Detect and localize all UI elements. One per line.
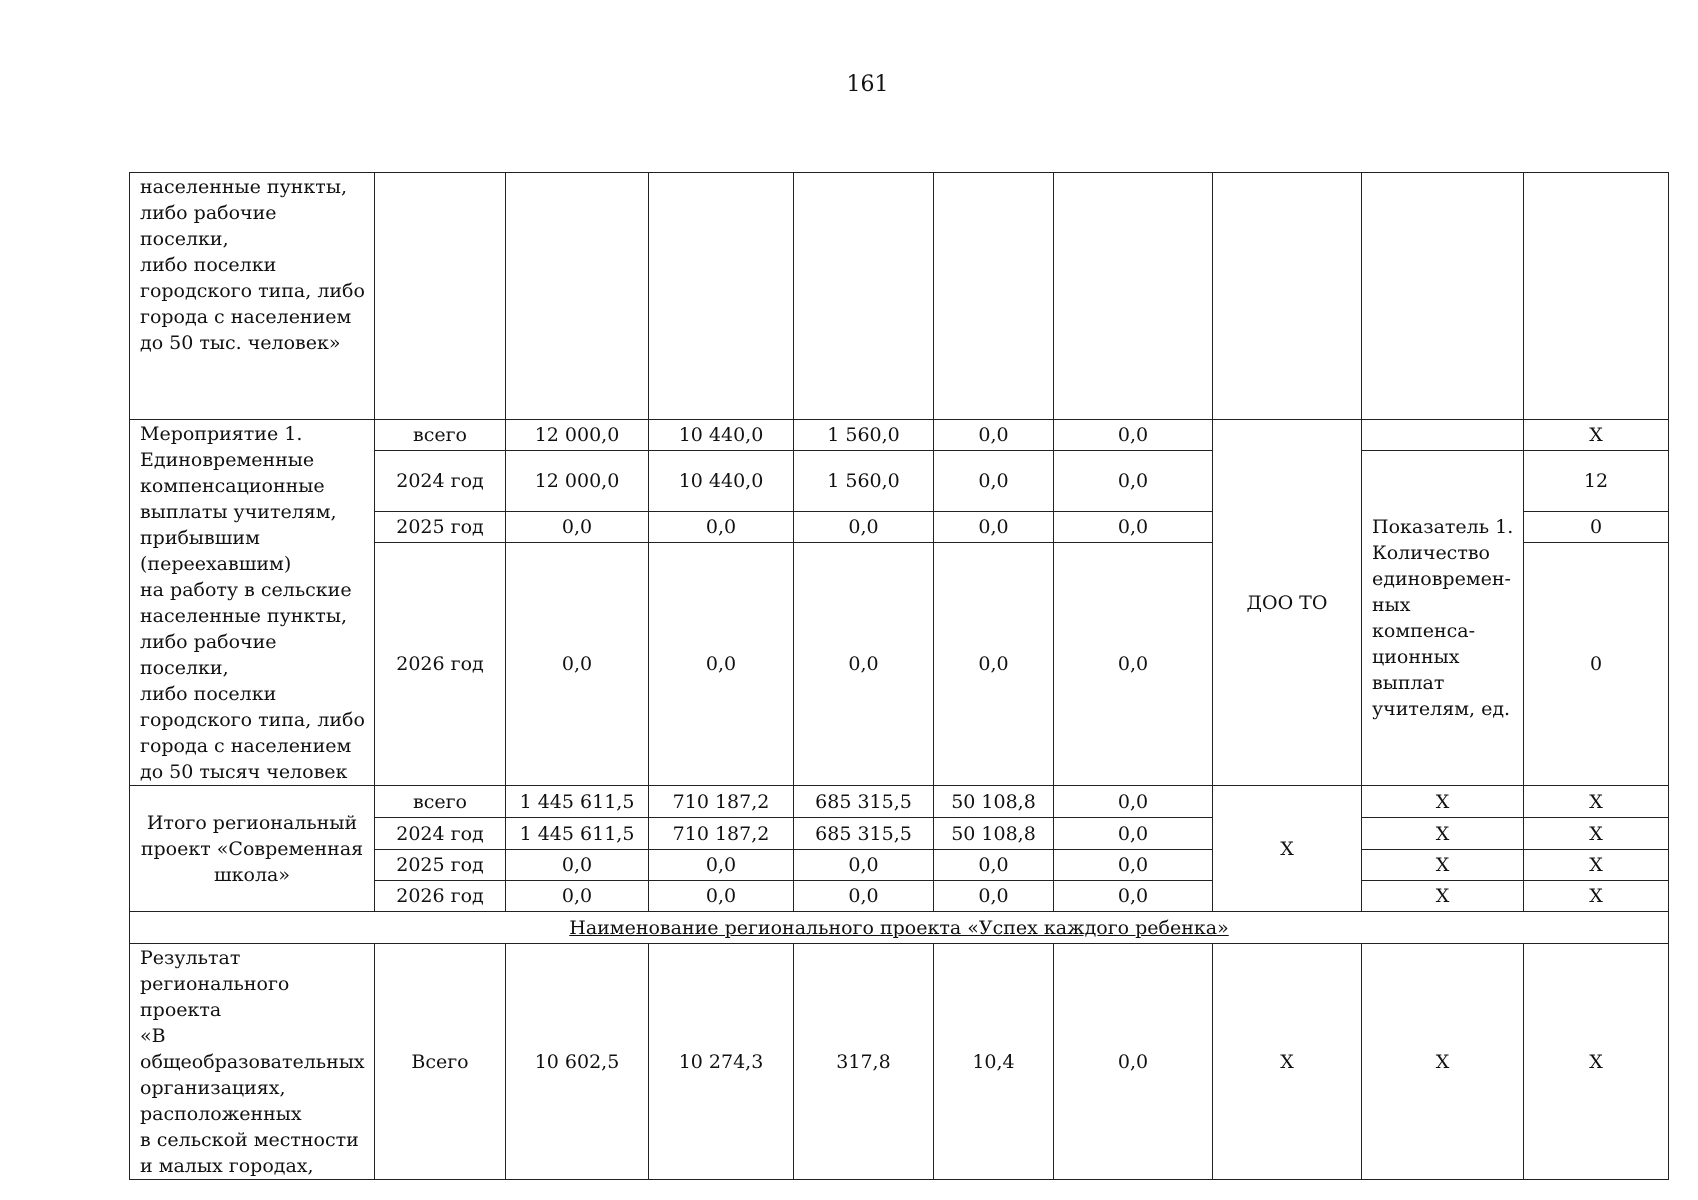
period-cell: 2025 год xyxy=(375,512,506,543)
amount-cell: 0,0 xyxy=(506,850,649,881)
amount-cell: 0,0 xyxy=(1054,818,1213,850)
indicator-cell: Х xyxy=(1362,818,1524,850)
value-cell: Х xyxy=(1524,818,1669,850)
amount-cell: 0,0 xyxy=(649,512,794,543)
total-name-cell: Итого региональный проект «Современная школа» xyxy=(130,786,375,912)
value-cell: 0 xyxy=(1524,543,1669,786)
amount-cell: 0,0 xyxy=(1054,451,1213,512)
value-cell: Х xyxy=(1524,420,1669,451)
period-cell: 2025 год xyxy=(375,850,506,881)
amount-cell: 10 440,0 xyxy=(649,451,794,512)
amount-cell: 1 560,0 xyxy=(794,451,934,512)
amount-cell: 0,0 xyxy=(934,881,1054,912)
period-cell: 2024 год xyxy=(375,818,506,850)
period-cell: 2024 год xyxy=(375,451,506,512)
period-cell: всего xyxy=(375,420,506,451)
budget-table xyxy=(129,172,1669,1180)
amount-cell: 10 274,3 xyxy=(649,944,794,1180)
value-cell: Х xyxy=(1524,881,1669,912)
executor-cell: ДОО ТО xyxy=(1213,420,1362,786)
amount-cell: 0,0 xyxy=(1054,420,1213,451)
amount-cell: 1 560,0 xyxy=(794,420,934,451)
table-row xyxy=(130,420,1669,451)
amount-cell: 0,0 xyxy=(1054,543,1213,786)
period-cell: Всего xyxy=(375,944,506,1180)
amount-cell: 0,0 xyxy=(506,543,649,786)
amount-cell: 710 187,2 xyxy=(649,786,794,818)
executor-cell: Х xyxy=(1213,786,1362,912)
table-row xyxy=(130,786,1669,818)
amount-cell: 0,0 xyxy=(934,543,1054,786)
amount-cell: 0,0 xyxy=(1054,881,1213,912)
amount-cell: 10,4 xyxy=(934,944,1054,1180)
table-row xyxy=(130,912,1669,944)
indicator-cell: Показатель 1. Количество единовремен- ных компенса- ционных выплат учителям, ед. xyxy=(1362,451,1524,786)
indicator-cell: Х xyxy=(1362,944,1524,1180)
table-row xyxy=(130,944,1669,1180)
period-cell: всего xyxy=(375,786,506,818)
value-cell: Х xyxy=(1524,944,1669,1180)
indicator-cell: Х xyxy=(1362,850,1524,881)
table-row xyxy=(130,173,1669,420)
amount-cell: 1 445 611,5 xyxy=(506,818,649,850)
amount-cell: 0,0 xyxy=(1054,850,1213,881)
amount-cell: 685 315,5 xyxy=(794,818,934,850)
amount-cell: 685 315,5 xyxy=(794,786,934,818)
amount-cell: 0,0 xyxy=(934,850,1054,881)
result-name-cell: Результат регионального проекта «В общеобразовательных организациях, расположенных в сельской местности и малых городах, xyxy=(130,944,375,1180)
value-cell: 12 xyxy=(1524,451,1669,512)
value-cell: Х xyxy=(1524,786,1669,818)
amount-cell: 0,0 xyxy=(649,881,794,912)
amount-cell: 0,0 xyxy=(506,881,649,912)
indicator-cell xyxy=(1362,420,1524,451)
amount-cell: 50 108,8 xyxy=(934,786,1054,818)
amount-cell: 0,0 xyxy=(794,881,934,912)
page-number: 161 xyxy=(846,72,889,97)
amount-cell: 0,0 xyxy=(1054,786,1213,818)
row-name-cell: населенные пункты, либо рабочие поселки, либо поселки городского типа, либо города с населением до 50 тыс. человек» xyxy=(130,173,375,420)
amount-cell: 0,0 xyxy=(794,850,934,881)
amount-cell: 10 602,5 xyxy=(506,944,649,1180)
amount-cell: 0,0 xyxy=(649,850,794,881)
section-heading xyxy=(130,912,1669,944)
amount-cell: 1 445 611,5 xyxy=(506,786,649,818)
amount-cell: 0,0 xyxy=(794,543,934,786)
indicator-cell: Х xyxy=(1362,786,1524,818)
amount-cell: 0,0 xyxy=(794,512,934,543)
amount-cell: 0,0 xyxy=(934,420,1054,451)
amount-cell: 10 440,0 xyxy=(649,420,794,451)
amount-cell: 12 000,0 xyxy=(506,420,649,451)
executor-cell: Х xyxy=(1213,944,1362,1180)
value-cell: 0 xyxy=(1524,512,1669,543)
amount-cell: 0,0 xyxy=(1054,944,1213,1180)
amount-cell: 317,8 xyxy=(794,944,934,1180)
amount-cell: 12 000,0 xyxy=(506,451,649,512)
measure-name-cell: Мероприятие 1. Единовременные компенсационные выплаты учителям, прибывшим (переехавшим) на работу в сельские населенные пункты, либо рабочие поселки, либо поселки городского типа, либо города с населением до 50 тысяч человек xyxy=(130,420,375,786)
section-heading-text: Наименование регионального проекта «Успех каждого ребенка» xyxy=(569,916,1229,939)
amount-cell: 0,0 xyxy=(934,451,1054,512)
amount-cell: 0,0 xyxy=(934,512,1054,543)
amount-cell: 0,0 xyxy=(1054,512,1213,543)
period-cell: 2026 год xyxy=(375,881,506,912)
amount-cell: 0,0 xyxy=(506,512,649,543)
period-cell: 2026 год xyxy=(375,543,506,786)
indicator-cell: Х xyxy=(1362,881,1524,912)
amount-cell: 710 187,2 xyxy=(649,818,794,850)
value-cell: Х xyxy=(1524,850,1669,881)
amount-cell: 50 108,8 xyxy=(934,818,1054,850)
amount-cell: 0,0 xyxy=(649,543,794,786)
